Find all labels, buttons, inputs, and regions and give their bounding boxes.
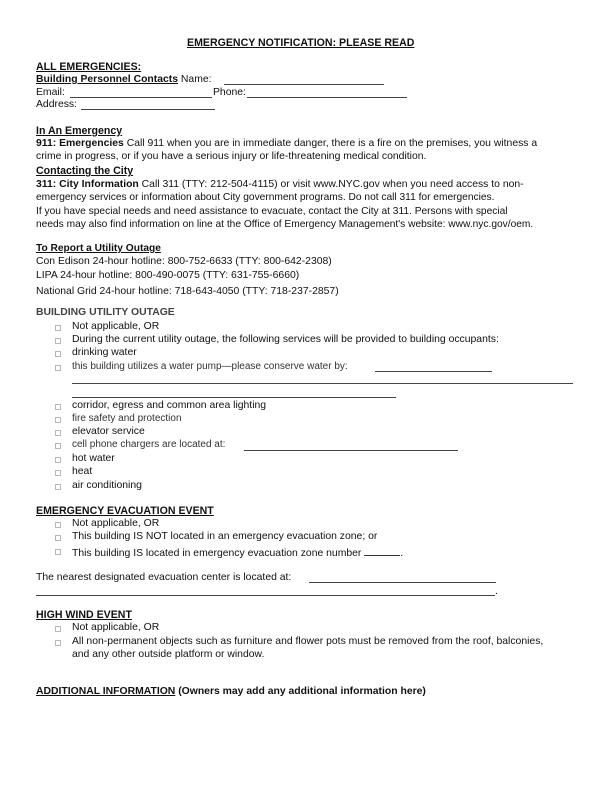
high-wind-heading: HIGH WIND EVENT	[36, 609, 132, 621]
hotline-con-edison: Con Edison 24-hour hotline: 800-752-6633 (TTY: 800-642-2308)	[36, 256, 332, 267]
special-needs-line2: needs may also find information on line at the Office of Emergency Management's website: www.nyc.gov/oem.	[36, 219, 534, 230]
evac-checkbox-in-zone[interactable]	[55, 549, 61, 555]
evac-center-label: The nearest designated evacuation center is located at:	[36, 572, 292, 583]
hotline-national-grid: National Grid 24-hour hotline: 718-643-4050 (TTY: 718-237-2857)	[36, 286, 339, 297]
city-311-line1	[36, 179, 524, 191]
water-pump-field-1[interactable]	[375, 371, 492, 372]
email-field[interactable]	[70, 97, 212, 98]
outage-item-heat: heat	[72, 466, 93, 477]
outage-item-elevator: elevator service	[72, 426, 145, 437]
outage-item-hot-water: hot water	[72, 453, 115, 464]
wind-checkbox-remove-objects[interactable]	[55, 640, 61, 646]
address-label: Address:	[36, 99, 78, 110]
additional-info-heading: ADDITIONAL INFORMATION	[36, 686, 176, 697]
outage-checkbox-air-conditioning[interactable]	[55, 484, 61, 490]
zone-number-period: .	[400, 548, 404, 559]
evac-center-field-1[interactable]	[309, 582, 496, 583]
outage-checkbox-lighting[interactable]	[55, 404, 61, 410]
all-emergencies-heading: ALL EMERGENCIES:	[36, 61, 142, 73]
text-911-line2: crime in progress, or if you have a serious injury or life-threatening medical condition.	[36, 151, 427, 162]
outage-checkbox-elevator[interactable]	[55, 430, 61, 436]
contacting-city-heading: Contacting the City	[36, 165, 134, 177]
outage-item-services: During the current utility outage, the following services will be provided to building occupants:	[72, 334, 499, 345]
evac-checkbox-not-applicable[interactable]	[55, 522, 61, 528]
label-911: 911: Emergencies	[36, 138, 124, 149]
additional-info-note: (Owners may add any additional information here)	[175, 686, 426, 697]
outage-checkbox-heat[interactable]	[55, 470, 61, 476]
zone-number-field[interactable]	[364, 545, 400, 556]
evac-item-not-applicable: Not applicable, OR	[72, 518, 160, 529]
hotline-lipa: LIPA 24-hour hotline: 800-490-0075 (TTY: 631-755-6660)	[36, 270, 300, 281]
emergency-911-line1	[36, 138, 537, 150]
outage-item-not-applicable: Not applicable, OR	[72, 321, 160, 332]
outage-checkbox-water-pump[interactable]	[55, 365, 61, 371]
outage-item-chargers: cell phone chargers are located at:	[72, 439, 226, 450]
wind-item-remove-objects: All non-permanent objects such as furniture and flower pots must be removed from the roof, balconies,	[72, 636, 544, 647]
name-field[interactable]	[224, 84, 384, 85]
phone-field[interactable]	[247, 97, 407, 98]
evac-in-zone-text: This building IS located in emergency evacuation zone number	[72, 548, 362, 559]
text-911-line1: Call 911 when you are in immediate danger, there is a fire on the premises, you witness a	[126, 138, 538, 149]
evac-center-period: .	[495, 586, 498, 597]
evac-item-in-zone	[72, 545, 403, 560]
outage-checkbox-chargers[interactable]	[55, 443, 61, 449]
in-emergency-heading: In An Emergency	[36, 125, 123, 137]
wind-item-remove-objects-line2: and any other outside platform or window.	[72, 649, 265, 660]
email-label: Email:	[36, 87, 65, 98]
water-pump-field-3[interactable]	[72, 397, 396, 398]
evac-center-field-2[interactable]	[36, 595, 495, 596]
outage-checkbox-drinking-water[interactable]	[55, 351, 61, 357]
outage-checkbox-hot-water[interactable]	[55, 457, 61, 463]
wind-item-not-applicable: Not applicable, OR	[72, 622, 160, 633]
outage-checkbox-fire-safety[interactable]	[55, 417, 61, 423]
document-title: EMERGENCY NOTIFICATION: PLEASE READ	[187, 37, 415, 49]
outage-checkbox-services[interactable]	[55, 338, 61, 344]
evac-item-not-in-zone: This building IS NOT located in an emergency evacuation zone; or	[72, 531, 378, 542]
contacts-label: Building Personnel Contacts	[36, 74, 179, 85]
water-pump-field-2[interactable]	[72, 383, 573, 384]
outage-item-fire-safety: fire safety and protection	[72, 413, 182, 424]
contacts-row	[36, 74, 212, 86]
additional-info-row	[36, 686, 426, 698]
wind-checkbox-not-applicable[interactable]	[55, 626, 61, 632]
special-needs-line1: If you have special needs and need assistance to evacuate, contact the City at 311. Persons with special	[36, 206, 508, 217]
evac-checkbox-not-in-zone[interactable]	[55, 535, 61, 541]
evacuation-heading: EMERGENCY EVACUATION EVENT	[36, 505, 214, 517]
text-311-line1: Call 311 (TTY: 212-504-4115) or visit www.NYC.gov when you need access to non-	[141, 179, 524, 190]
outage-item-drinking-water: drinking water	[72, 347, 137, 358]
outage-item-air-conditioning: air conditioning	[72, 480, 142, 491]
address-field[interactable]	[81, 109, 215, 110]
phone-label: Phone:	[213, 87, 246, 98]
outage-checkbox-not-applicable[interactable]	[55, 325, 61, 331]
utility-report-heading: To Report a Utility Outage	[36, 243, 161, 254]
label-311: 311: City Information	[36, 179, 139, 190]
name-label: Name:	[180, 74, 212, 85]
outage-item-lighting: corridor, egress and common area lighting	[72, 400, 267, 411]
building-outage-heading: BUILDING UTILITY OUTAGE	[36, 307, 175, 316]
text-311-line2: emergency services or information about City government programs. Do not call 311 for emergencies.	[36, 192, 495, 203]
chargers-location-field[interactable]	[244, 450, 458, 451]
outage-item-water-pump: this building utilizes a water pump—please conserve water by:	[72, 361, 348, 372]
